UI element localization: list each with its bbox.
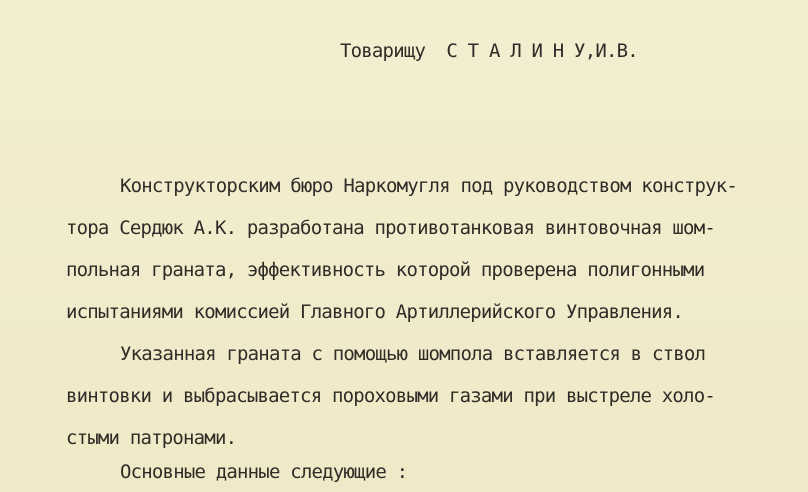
paragraph1-line4: испытаниями комиссией Главного Артиллерийского Управления. — [66, 301, 684, 323]
paragraph2-line3: стыми патронами. — [66, 427, 237, 449]
paragraph2-line1: Указанная граната с помощью шомпола вставляется в ствол — [120, 343, 706, 365]
paragraph1-line3: польная граната, эффективность которой проверена полигонными — [66, 259, 705, 281]
paragraph1-line2: тора Сердюк А.К. разработана противотанковая винтовочная шом- — [66, 217, 715, 239]
addressee-line: Товарищу С Т А Л И Н У,И.В. — [340, 40, 638, 62]
paragraph1-line1: Конструкторским бюро Наркомугля под руководством конструк- — [120, 175, 738, 197]
paragraph2-line2: винтовки и выбрасывается пороховыми газами при выстреле холо- — [66, 385, 715, 407]
paragraph3-line: Основные данные следующие : — [120, 461, 408, 483]
